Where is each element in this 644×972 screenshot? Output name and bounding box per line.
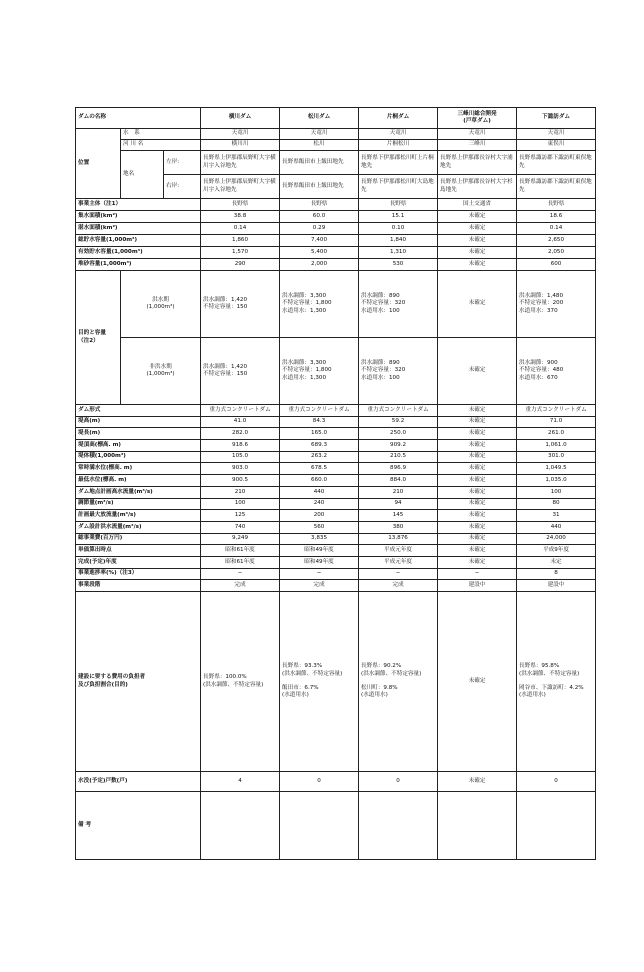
remarks-cell xyxy=(438,792,517,860)
value-cell: 0.14 xyxy=(517,223,596,235)
value-cell: 昭和61年度 xyxy=(201,556,280,568)
value-cell: 長野県上伊那郡辰野町大字横川字入谷地先 xyxy=(201,151,280,175)
cost-share-value: 長野県：100.0% (洪水調節、不特定容量) xyxy=(201,592,280,772)
table-row xyxy=(76,129,596,140)
value-cell: 長野県諏訪郡下諏訪町東俣地先 xyxy=(517,175,596,199)
value-cell: 重力式コンクリートダム xyxy=(517,405,596,417)
row-label: 湛水面積(km²) xyxy=(76,223,201,235)
value-cell: 長野県下伊那郡松川町大島地先 xyxy=(359,175,438,199)
value-cell: 未確定 xyxy=(438,416,517,428)
value-cell: 三峰川 xyxy=(438,140,517,151)
value-cell: 282.0 xyxy=(201,428,280,440)
value-cell: 250.0 xyxy=(359,428,438,440)
value-cell: 105.0 xyxy=(201,451,280,463)
row-label: 総事業費(百万円) xyxy=(76,533,201,545)
value-cell: 未確定 xyxy=(438,223,517,235)
table-row xyxy=(76,580,596,592)
table-row xyxy=(76,545,596,557)
value-cell: 0 xyxy=(517,772,596,792)
value-cell: 長野県飯田市上飯田地先 xyxy=(280,175,359,199)
value-cell: 689.3 xyxy=(280,440,359,452)
value-cell: 261.0 xyxy=(517,428,596,440)
table-row xyxy=(76,486,596,498)
value-cell: 440 xyxy=(517,521,596,533)
value-cell: 165.0 xyxy=(280,428,359,440)
table-row xyxy=(76,259,596,271)
row-label: 堤長(m) xyxy=(76,428,201,440)
value-cell: 長野県上伊那郡長谷村大字杉島地先 xyxy=(438,175,517,199)
value-cell: 未確定 xyxy=(438,247,517,259)
value-cell: 平成元年度 xyxy=(359,556,438,568)
value-cell: 長野県上伊那郡長谷村大字浦地先 xyxy=(438,151,517,175)
purpose-label: 目的と容量 （注2） xyxy=(76,271,121,405)
dam-name: 松川ダム xyxy=(280,108,359,129)
value-cell: 71.0 xyxy=(517,416,596,428)
value-cell: 昭和49年度 xyxy=(280,556,359,568)
value-cell: 9,249 xyxy=(201,533,280,545)
cost-share-value: 長野県：93.3% (洪水調節、不特定容量) 飯田市：6.7% (水道用水) xyxy=(280,592,359,772)
value-cell: 263.2 xyxy=(280,451,359,463)
remarks-cell xyxy=(201,792,280,860)
row-label: 単価算出時点 xyxy=(76,545,201,557)
value-cell: 完成 xyxy=(201,580,280,592)
value-cell: 松川 xyxy=(280,140,359,151)
non-flood-season-name: 非洪水期 xyxy=(149,363,172,370)
flood-season-name: 洪水期 xyxy=(152,296,169,303)
table-row xyxy=(76,521,596,533)
value-cell: 横川川 xyxy=(201,140,280,151)
row-label: ダム地点計画高水流量(m³/s) xyxy=(76,486,201,498)
right-bank-label: 右岸: xyxy=(164,175,201,199)
value-cell: 210 xyxy=(359,486,438,498)
value-cell: − xyxy=(280,568,359,580)
remarks-cell xyxy=(359,792,438,860)
value-cell: 未確定 xyxy=(438,772,517,792)
purpose-value: 洪水調節：900 不特定容量：480 水道用水：670 xyxy=(517,338,596,405)
value-cell: 145 xyxy=(359,510,438,522)
row-label: 事業進捗率(%)（注3） xyxy=(76,568,201,580)
row-label: ダム設計洪水流量(m³/s) xyxy=(76,521,201,533)
row-label: 堤高(m) xyxy=(76,416,201,428)
value-cell: 未確定 xyxy=(438,498,517,510)
houses-label: 水没(予定)戸数(戸) xyxy=(76,772,201,792)
value-cell: 未確定 xyxy=(438,521,517,533)
value-cell: 660.0 xyxy=(280,475,359,487)
value-cell: − xyxy=(438,568,517,580)
value-cell: 平成元年度 xyxy=(359,545,438,557)
value-cell: 1,061.0 xyxy=(517,440,596,452)
value-cell: 909.2 xyxy=(359,440,438,452)
table-row xyxy=(76,199,596,211)
value-cell: 900.5 xyxy=(201,475,280,487)
value-cell: 重力式コンクリートダム xyxy=(359,405,438,417)
value-cell: 1,840 xyxy=(359,235,438,247)
row-label: 集水面積(km²) xyxy=(76,211,201,223)
value-cell: 210 xyxy=(201,486,280,498)
value-cell: 2,650 xyxy=(517,235,596,247)
value-cell: 東俣川 xyxy=(517,140,596,151)
purpose-value: 未確定 xyxy=(438,338,517,405)
value-cell: 完成 xyxy=(280,580,359,592)
value-cell: 未確定 xyxy=(438,235,517,247)
river-label: 河 川 名 xyxy=(121,140,201,151)
row-label: 堤体積(1,000m³) xyxy=(76,451,201,463)
cost-share-value: 未確定 xyxy=(438,592,517,772)
table-row xyxy=(76,440,596,452)
purpose-value: 洪水調節：1,420 不特定容量：150 xyxy=(201,338,280,405)
value-cell: 完成 xyxy=(359,580,438,592)
value-cell: 440 xyxy=(280,486,359,498)
value-cell: − xyxy=(359,568,438,580)
table-row xyxy=(76,568,596,580)
value-cell: 5,400 xyxy=(280,247,359,259)
table-row xyxy=(76,533,596,545)
value-cell: 290 xyxy=(201,259,280,271)
value-cell: 740 xyxy=(201,521,280,533)
value-cell: 昭和61年度 xyxy=(201,545,280,557)
value-cell: 31 xyxy=(517,510,596,522)
value-cell: 平成9年度 xyxy=(517,545,596,557)
cost-share-value: 長野県：90.2% (洪水調節、不特定容量) 松川町：9.8% (水道用水) xyxy=(359,592,438,772)
row-label: 計画最大放流量(m³/s) xyxy=(76,510,201,522)
value-cell: 100 xyxy=(517,486,596,498)
value-cell: 560 xyxy=(280,521,359,533)
row-label: 堆砂容量(1,000m³) xyxy=(76,259,201,271)
value-cell: 未確定 xyxy=(438,451,517,463)
value-cell: 1,049.5 xyxy=(517,463,596,475)
value-cell: 1,035.0 xyxy=(517,475,596,487)
cost-share-value: 長野県：95.8% (洪水調節、不特定容量) 岡谷市、下諏訪町：4.2% (水道用水) xyxy=(517,592,596,772)
value-cell: 100 xyxy=(201,498,280,510)
value-cell: 18.6 xyxy=(517,211,596,223)
value-cell: 長野県諏訪郡下諏訪町東俣地先 xyxy=(517,151,596,175)
table-row xyxy=(76,463,596,475)
value-cell: 昭和49年度 xyxy=(280,545,359,557)
non-flood-season-label xyxy=(121,338,201,405)
value-cell: 301.0 xyxy=(517,451,596,463)
table-row xyxy=(76,475,596,487)
value-cell: 長野県 xyxy=(280,199,359,211)
value-cell: 678.5 xyxy=(280,463,359,475)
value-cell: 片桐松川 xyxy=(359,140,438,151)
value-cell: 38.8 xyxy=(201,211,280,223)
row-label: 完成(予定)年度 xyxy=(76,556,201,568)
row-label: 事業主体（注1） xyxy=(76,199,201,211)
table-row xyxy=(76,792,596,860)
value-cell: 長野県下伊那郡松川町上片桐地先 xyxy=(359,151,438,175)
value-cell: − xyxy=(201,568,280,580)
value-cell: 13,876 xyxy=(359,533,438,545)
table-row xyxy=(76,338,596,405)
purpose-value: 洪水調節：890 不特定容量：320 水道用水：100 xyxy=(359,338,438,405)
value-cell: 1,310 xyxy=(359,247,438,259)
header-name-label: ダムの名称 xyxy=(76,108,201,129)
value-cell: 3,835 xyxy=(280,533,359,545)
non-flood-season-unit: (1,000m³) xyxy=(146,371,175,377)
value-cell: 長野県飯田市上飯田地先 xyxy=(280,151,359,175)
value-cell: 0.10 xyxy=(359,223,438,235)
value-cell: 天竜川 xyxy=(359,129,438,140)
table-row xyxy=(76,428,596,440)
value-cell: 国土交通省 xyxy=(438,199,517,211)
value-cell: 未確定 xyxy=(438,440,517,452)
dam-name: 三峰川総合開発 (戸草ダム) xyxy=(438,108,517,129)
value-cell: 天竜川 xyxy=(517,129,596,140)
value-cell: 15.1 xyxy=(359,211,438,223)
row-label: 常時満水位(標高. m) xyxy=(76,463,201,475)
value-cell: 2,000 xyxy=(280,259,359,271)
left-bank-label: 左岸: xyxy=(164,151,201,175)
value-cell: 未確定 xyxy=(438,486,517,498)
value-cell: 94 xyxy=(359,498,438,510)
cost-share-label: 建設に要する費用の負担者 及び負担割合(目的) xyxy=(76,592,201,772)
value-cell: 長野県 xyxy=(201,199,280,211)
table-row xyxy=(76,498,596,510)
value-cell: 未確定 xyxy=(438,211,517,223)
dam-name: 下諏訪ダム xyxy=(517,108,596,129)
value-cell: 建設中 xyxy=(517,580,596,592)
value-cell: 59.2 xyxy=(359,416,438,428)
table-row xyxy=(76,510,596,522)
value-cell: 天竜川 xyxy=(280,129,359,140)
value-cell: 200 xyxy=(280,510,359,522)
remarks-label: 備 考 xyxy=(76,792,201,860)
value-cell: 0.14 xyxy=(201,223,280,235)
table-row xyxy=(76,151,596,175)
row-label: 総貯水容量(1,000m³) xyxy=(76,235,201,247)
value-cell: 884.0 xyxy=(359,475,438,487)
value-cell: 240 xyxy=(280,498,359,510)
table-row xyxy=(76,247,596,259)
value-cell: 1,570 xyxy=(201,247,280,259)
value-cell: 未確定 xyxy=(438,463,517,475)
row-label: 最低水位(標高. m) xyxy=(76,475,201,487)
purpose-value: 洪水調節：1,480 不特定容量：200 水道用水：370 xyxy=(517,271,596,338)
value-cell: 長野県 xyxy=(359,199,438,211)
purpose-value: 洪水調節：3,300 不特定容量：1,800 水道用水：1,300 xyxy=(280,338,359,405)
value-cell: 未定 xyxy=(517,556,596,568)
value-cell: 未確定 xyxy=(438,405,517,417)
value-cell: 903.0 xyxy=(201,463,280,475)
row-label: 有効貯水容量(1,000m³) xyxy=(76,247,201,259)
purpose-value: 洪水調節：3,300 不特定容量：1,800 水道用水：1,300 xyxy=(280,271,359,338)
value-cell: 918.6 xyxy=(201,440,280,452)
value-cell: 24,000 xyxy=(517,533,596,545)
dam-name: 片桐ダム xyxy=(359,108,438,129)
place-label: 地名 xyxy=(121,151,164,199)
remarks-cell xyxy=(517,792,596,860)
row-label: 堤頂高(標高. m) xyxy=(76,440,201,452)
value-cell: 未確定 xyxy=(438,259,517,271)
value-cell: 0 xyxy=(280,772,359,792)
value-cell: 380 xyxy=(359,521,438,533)
table-row xyxy=(76,592,596,772)
value-cell: 896.9 xyxy=(359,463,438,475)
value-cell: 重力式コンクリートダム xyxy=(201,405,280,417)
table-row xyxy=(76,772,596,792)
value-cell: 天竜川 xyxy=(201,129,280,140)
flood-season-label xyxy=(121,271,201,338)
purpose-value: 洪水調節：890 不特定容量：320 水道用水：100 xyxy=(359,271,438,338)
value-cell: 7,400 xyxy=(280,235,359,247)
value-cell: 未確定 xyxy=(438,428,517,440)
value-cell: 2,050 xyxy=(517,247,596,259)
value-cell: 60.0 xyxy=(280,211,359,223)
value-cell: 80 xyxy=(517,498,596,510)
value-cell: 0.29 xyxy=(280,223,359,235)
value-cell: 1,860 xyxy=(201,235,280,247)
table-row xyxy=(76,140,596,151)
value-cell: 天竜川 xyxy=(438,129,517,140)
row-label: 調節量(m³/s) xyxy=(76,498,201,510)
value-cell: 125 xyxy=(201,510,280,522)
value-cell: 4 xyxy=(201,772,280,792)
table-row xyxy=(76,416,596,428)
dam-specification-table xyxy=(75,107,596,860)
value-cell: 重力式コンクリートダム xyxy=(280,405,359,417)
table-row xyxy=(76,405,596,417)
value-cell: 長野県上伊那郡辰野町大字横川字入谷地先 xyxy=(201,175,280,199)
table-row xyxy=(76,451,596,463)
value-cell: 600 xyxy=(517,259,596,271)
table-row xyxy=(76,235,596,247)
table-row xyxy=(76,556,596,568)
value-cell: 41.0 xyxy=(201,416,280,428)
table-row xyxy=(76,223,596,235)
value-cell: 長野県 xyxy=(517,199,596,211)
value-cell: 未確定 xyxy=(438,556,517,568)
dam-name: 横川ダム xyxy=(201,108,280,129)
flood-season-unit: (1,000m³) xyxy=(146,304,175,310)
water-system-label: 水 系 xyxy=(121,129,201,140)
value-cell: 84.3 xyxy=(280,416,359,428)
table-row xyxy=(76,271,596,338)
table-row xyxy=(76,211,596,223)
value-cell: 未確定 xyxy=(438,545,517,557)
purpose-value: 未確定 xyxy=(438,271,517,338)
value-cell: 8 xyxy=(517,568,596,580)
purpose-value: 洪水調節：1,420 不特定容量：150 xyxy=(201,271,280,338)
value-cell: 0 xyxy=(359,772,438,792)
value-cell: 未確定 xyxy=(438,475,517,487)
remarks-cell xyxy=(280,792,359,860)
value-cell: 未確定 xyxy=(438,533,517,545)
value-cell: 530 xyxy=(359,259,438,271)
value-cell: 210.5 xyxy=(359,451,438,463)
value-cell: 建設中 xyxy=(438,580,517,592)
row-label: 事業段階 xyxy=(76,580,201,592)
table-row xyxy=(76,108,596,129)
location-label: 位置 xyxy=(76,129,121,199)
row-label: ダム形式 xyxy=(76,405,201,417)
value-cell: 未確定 xyxy=(438,510,517,522)
